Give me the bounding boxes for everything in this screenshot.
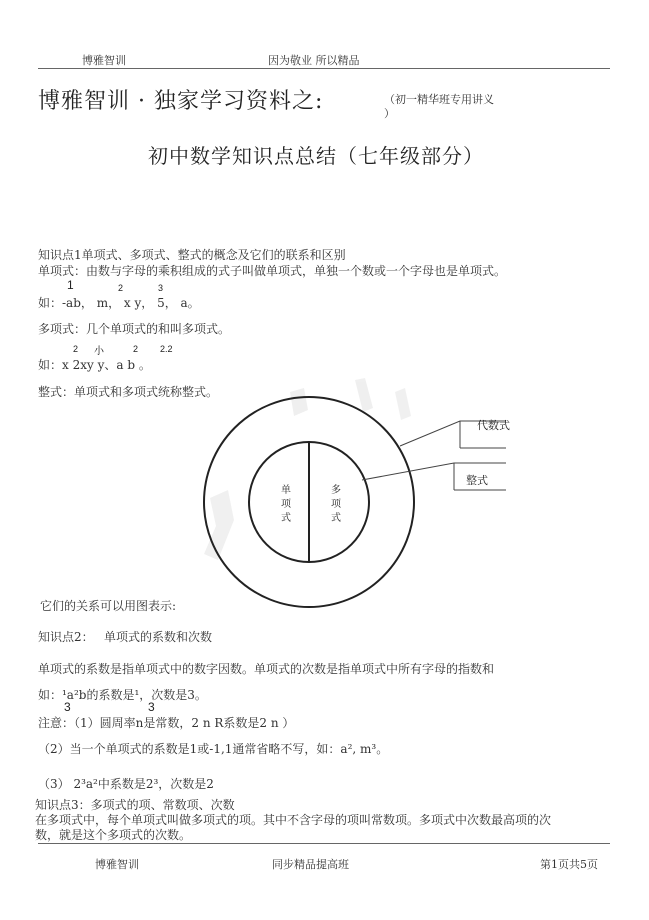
kp2-note-1: 注意：（1）圆周率n是常数，2 n R系数是2 n ） <box>38 716 295 730</box>
title-note: （初一精华班专用讲义 <box>384 93 494 106</box>
page-number: 第1页共5页 <box>540 858 598 871</box>
kp3-heading: 知识点3：多项式的项、常数项、次数 <box>35 798 235 812</box>
footer-rule <box>38 843 610 844</box>
kp2-definition: 单项式的系数是指单项式中的数字因数。单项式的次数是指单项式中所有字母的指数和 <box>38 662 495 676</box>
polynomial-examples: 如：x 2xy y、a b 。 <box>38 358 151 372</box>
kp3-line-1: 在多项式中，每个单项式叫做多项式的项。其中不含字母的项叫常数项。多项式中次数最高项的次 <box>35 813 552 827</box>
title-note-close: ） <box>384 107 395 120</box>
kp2-title: 单项式的系数和次数 <box>104 630 213 644</box>
header-brand: 博雅智训 <box>82 54 126 67</box>
kp3-line-2: 数，就是这个多项式的次数。 <box>35 828 192 842</box>
label-integral: 整式 <box>466 474 488 487</box>
label-algebraic: 代数式 <box>477 419 510 432</box>
monomial-examples: 如：-ab， m， x y， 5， a。 <box>38 296 200 310</box>
example1-sup-1: 1 <box>67 278 74 292</box>
watermark <box>204 378 411 560</box>
polynomial-definition: 多项式：几个单项式的和叫多项式。 <box>38 322 231 336</box>
example1-sup-3: 3 <box>158 283 164 293</box>
label-polynomial: 多项式 <box>331 485 341 524</box>
relation-caption: 它们的关系可以用图表示: <box>40 599 177 613</box>
integral-definition: 整式：单项式和多项式统称整式。 <box>38 385 219 399</box>
example2-sup-a: 2 <box>73 344 79 354</box>
monomial-definition: 单项式：由数与字母的乘积组成的式子叫做单项式，单独一个数或一个字母也是单项式。 <box>38 264 507 278</box>
example2-sup-b: 小 <box>94 346 104 357</box>
page-subtitle: 初中数学知识点总结（七年级部分） <box>148 144 484 168</box>
kp2-denominator-2: 3 <box>148 700 155 714</box>
kp2-note-3: （3） 2³a²中系数是2³，次数是2 <box>38 777 214 791</box>
main-title: 博雅智训 · 独家学习资料之: <box>38 89 324 114</box>
kp2-example: 如：¹a²b的系数是¹，次数是3。 <box>38 688 207 702</box>
kp2-note-2: （2）当一个单项式的系数是1或-1,1通常省略不写，如：a², m³。 <box>38 742 389 756</box>
example1-sup-2: 2 <box>118 283 124 293</box>
footer-brand: 博雅智训 <box>95 858 139 871</box>
kp2-denominator-1: 3 <box>64 700 71 714</box>
example2-sup-c: 2 <box>133 344 139 354</box>
header-slogan: 因为敬业 所以精品 <box>268 54 360 67</box>
kp1-heading: 知识点1单项式、多项式、整式的概念及它们的联系和区别 <box>38 248 346 262</box>
footer-slogan: 同步精品提高班 <box>272 858 349 871</box>
kp2-label: 知识点2： <box>38 630 94 644</box>
example2-sup-d: 2.2 <box>160 344 173 354</box>
label-monomial: 单项式 <box>281 485 291 524</box>
